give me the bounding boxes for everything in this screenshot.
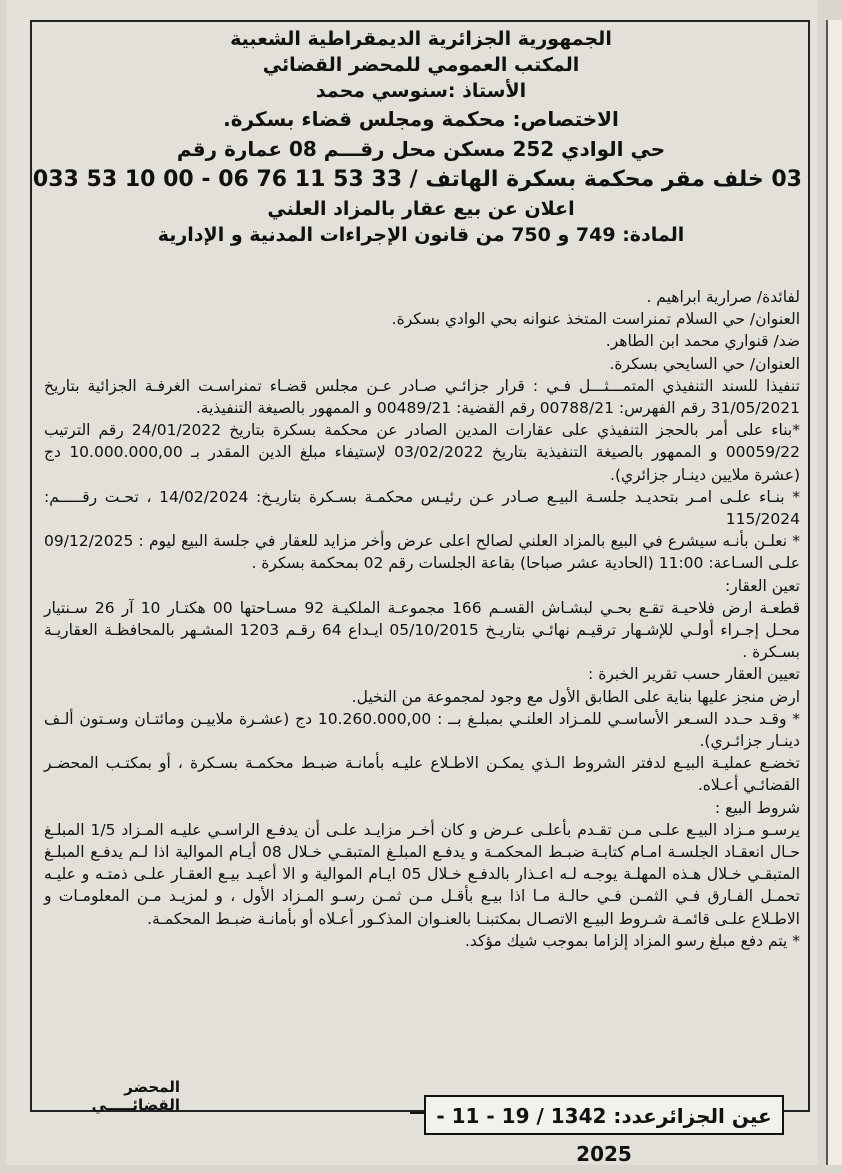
defendant-address: العنوان/ حي السايحي بسكرة. (609, 354, 800, 373)
beneficiary-address: العنوان/ حي السلام تمنراست المتخذ عنوانه بحي الوادي بسكرة. (391, 310, 800, 329)
jurisdiction: الاختصاص: محكمة ومجلس قضاء بسكرة. (223, 107, 619, 131)
beneficiary: لفائدة/ صرارية ابراهيم . (646, 288, 800, 306)
sale-terms-heading: شروط البيع : (714, 798, 800, 817)
defendant: ضد/ قنواري محمد ابن الطاهر. (605, 332, 800, 351)
notice-header (32, 26, 802, 248)
expertise-heading: تعيين العقار حسب تقرير الخبرة : (588, 665, 800, 684)
adjacent-column-edge (826, 20, 842, 1165)
bailiff-name: الأستاذ :سنوسي محمد (315, 80, 527, 102)
office-title: المكتب العمومي للمحضر القضائي (262, 54, 580, 76)
payment-note: * يتم دفع مبلغ رسو المزاد إلزاما بموجب شيك مؤكد. (464, 931, 800, 950)
session-order: * بنـاء علـى امـر بتحديـد جلسـة البيـع صـادر عـن رئيـس محكمـة بسـكرة بتاريـخ: 14/02/2024 ، تحـت رقـــــم: 115/2024 (44, 487, 800, 529)
sale-announcement: * نعلـن بأنـه سيشرع في البيع بالمزاد العلني لصالح اعلى عرض وأخر مزايد للعقار في جلسة البيع ليوم : 09/12/2025 علـى السـاعة: 11:00 (الحادية عشر صباحا) بقاعة الجلسات رقم 02 بمحكمة بسكرة . (44, 532, 800, 573)
expertise-description: ارض منجز عليها بناية على الطابق الأول مع وجود لمجموعة من النخيل. (351, 687, 800, 706)
bailiff-signature: المحضر القضائـــــي (91, 1078, 180, 1114)
base-price: * وقـد حـدد السـعر الأساسـي للمـزاد العلنـي بمبلـغ بــ : 10.260.000,00 دج (عشـرة ملاييـن ومائتـان وسـتون ألـف دينـار جزائـري). (44, 709, 800, 751)
notice-body (44, 286, 800, 952)
publication-stamp: عين الجزائرعدد: 1342 / 19 - 11 - 2025 (424, 1095, 784, 1135)
republic-title: الجمهورية الجزائرية الديمقراطية الشعبية (230, 28, 612, 50)
notice-title: اعلان عن بيع عقار بالمزاد العلني (267, 198, 575, 220)
office-address-line2: 03 خلف مقر محكمة بسكرة الهاتف / 33 53 11 76 06 - 00 10 53 033 (32, 167, 802, 192)
property-description: قطعـة ارض فلاحيـة تقـع بحـي لبشـاش القسـم 166 مجموعـة الملكيـة 92 مسـاحتها 00 هكتـار 10 آر 26 سـنتيار محـل إجـراء أولـي للإشـهار ترقيـم نهائـي بتاريـخ 05/10/2015 ايـداع 64 رقـم 1203 المشـهر بالمحافظـة العقاريـة بسـكرة . (44, 598, 800, 662)
conditions-file: تخضـع عمليـة البيـع لدفتر الشروط الـذي يمكـن الاطـلاع عليـه بأمانـة ضبـط محكمـة بسـكرة ، أو بمكتـب المحضـر القضائـي أعـلاه. (44, 754, 800, 795)
execution-title: تنفيذا للسند التنفيذي المتمـــثـــل فـي : قرار جزائـي صـادر عـن مجلس قضـاء تمنراسـت الغرفـة الجزائية بتاريخ 31/05/2021 رقم الفهرس: 00788/21 رقم القضية: 00489/21 و الممهور بالصيغة التنفيذية. (44, 376, 800, 418)
legal-article: المادة: 749 و 750 من قانون الإجراءات المدنية و الإدارية (157, 224, 685, 246)
office-address-line1: حي الوادي 252 مسكن محل رقـــم 08 عمارة رقم (176, 137, 666, 161)
sale-terms: يرسـو مـزاد البيـع علـى مـن تقـدم بأعلـى عـرض و كان أخـر مزايـد علـى أن يدفـع الراسـي عليـه المـزاد 1/5 المبلـغ حـال انعقـاد الجلسـة امـام كتابـة ضبـط المحكمـة و يدفـع المبلـغ المتبقـي خـلال 08 أيـام الموالية اذا لـم يدفـع المبلـغ المتبقـي خـلال هـذه المهلـة يوجـه لـه اعـذار بالدفـع خـلال 05 ايـام الموالية و الا أعيـد بيـع العقـار علـى ذمتـه و عليـه تحمـل الفـارق فـي الثمـن فـي حالـة مـا اذا بيـع بأقـل مـن ثمـن رسـو المـزاد الأول ، و لمزيـد مـن المعلومـات و الاطـلاع علـى قائمـة شـروط البيـع الاتصـال بمكتبنـا بالعنـوان المذكـور أعـلاه أو بأمانـة ضبـط المحكمـة. (44, 820, 801, 928)
seizure-order: *بناء على أمر بالحجز التنفيذي على عقارات المدين الصادر عن محكمة بسكرة بتاريخ 24/01/2022 رقم الترتيب 00059/22 و الممهور بالصيغة التنفيذية بتاريخ 03/02/2022 لإستيفاء مبلغ الدين المقدر بـ 10.000.000,00 دج (عشرة ملايين دينـار جزائري). (44, 421, 801, 484)
property-heading: تعين العقار: (725, 576, 800, 595)
